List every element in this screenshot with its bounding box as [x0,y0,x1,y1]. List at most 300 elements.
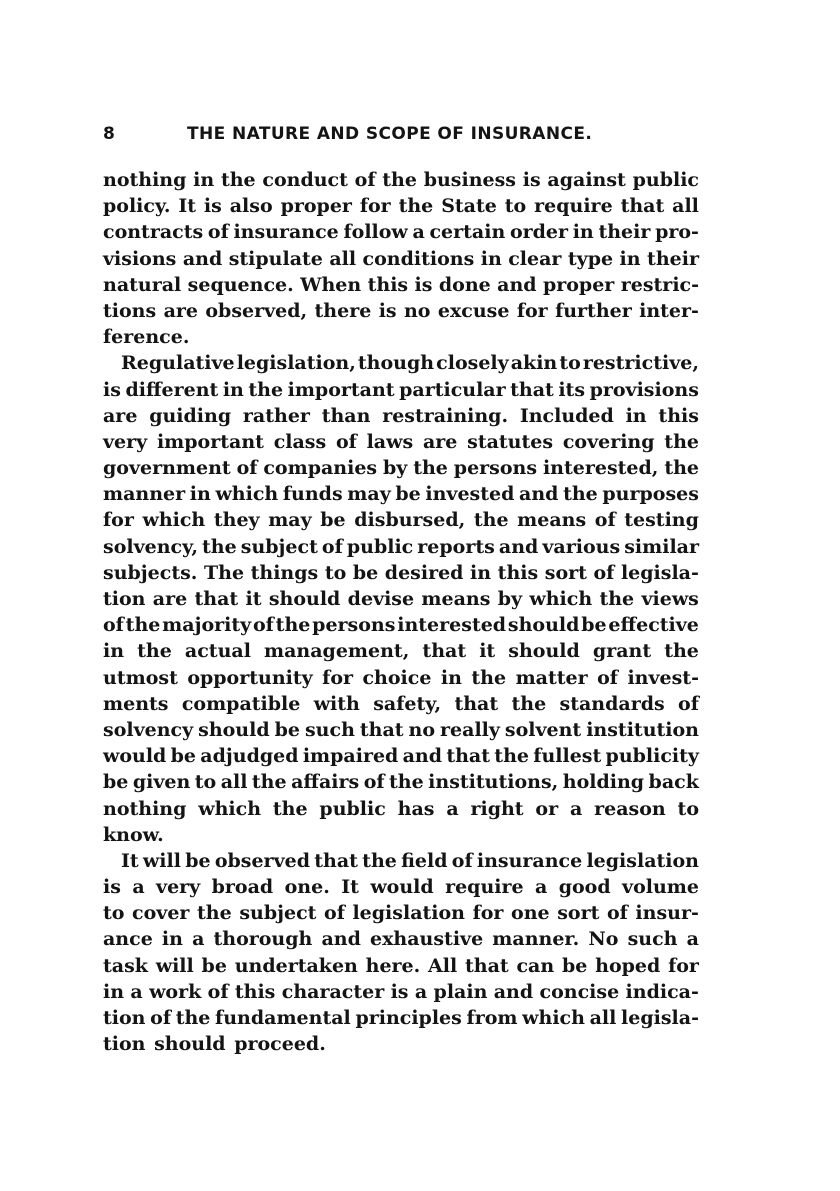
word: devise [347,588,415,610]
word: government [103,457,231,480]
word: are [103,404,138,427]
word: of [207,221,229,244]
word: no [408,718,436,741]
word: manner [103,483,186,506]
word: the [137,640,172,663]
word: of [335,430,357,453]
word: subject [240,535,318,558]
text-line [103,507,699,533]
word: choice [362,666,432,689]
word: means [517,509,587,532]
word: is [390,980,409,1003]
word: the [398,195,434,218]
word: certain [429,221,506,244]
word: and [519,483,559,506]
word: invest- [627,666,699,689]
word: be [185,849,211,872]
word: require [534,195,613,218]
word: be [274,718,300,741]
word: persons [312,614,396,637]
word: which [522,1007,585,1029]
word: that [359,718,404,741]
text-line [103,953,699,979]
word: observed [214,849,310,872]
word: affairs [291,771,360,794]
text-line [103,350,699,376]
word: though [357,352,435,375]
text-line [103,900,699,926]
word: are [163,299,198,322]
word: of [594,509,616,532]
word: compatible [181,692,301,715]
word: opportunity [187,666,313,689]
text-line [103,926,699,952]
word: utmost [103,666,178,689]
word: important [156,430,264,453]
word: It [178,195,197,218]
text-line [103,272,699,298]
word: this [234,980,276,1003]
word: for [472,902,504,925]
word: conditions [362,247,475,270]
word: can [516,954,555,977]
word: the [382,169,417,191]
word: here. [365,954,421,977]
word: manner. [492,928,580,951]
word: excuse [437,299,510,322]
word: such [304,718,355,741]
word: Regulative [121,352,235,375]
word: akin [510,352,558,375]
word: from [466,1007,518,1029]
word: it [245,588,262,610]
word: is [203,195,222,218]
word: class [273,430,327,453]
word: contracts [103,221,204,244]
word: When [300,273,362,296]
word: the [599,588,635,610]
word: or [535,797,559,820]
word: the [125,614,161,637]
word: that [194,588,239,610]
word: by [383,457,408,480]
word: in [189,483,211,506]
word: provisions [589,378,699,401]
word: thorough [213,928,313,951]
word: against [547,169,626,191]
word: legisla- [620,561,699,584]
word: legislation [586,849,699,872]
word: and [402,745,443,768]
word: publicity [605,745,699,768]
word: disbursed, [354,509,466,532]
word: and [321,928,361,951]
word: right [470,797,524,820]
word: order [509,221,569,244]
word: will [155,954,194,977]
word: reason [594,797,666,820]
word: that [454,692,499,715]
word: should [507,614,580,637]
word: rather [242,404,310,427]
word: of [678,692,699,715]
word: fullest [533,745,602,768]
word: things [250,561,319,584]
text-line [103,665,699,691]
word: type [567,247,614,270]
text-line [103,691,699,717]
word: may [347,483,391,506]
word: It [341,876,359,899]
word: inter- [639,299,699,322]
word: in [480,247,502,270]
word: its [558,378,586,401]
word: closely [436,352,509,375]
word: a [535,876,548,899]
text-line [103,298,699,324]
word: laws [366,430,414,453]
word: the [511,692,547,715]
word: particular [399,378,506,401]
text-line [103,586,699,612]
word: in [619,247,641,270]
word: the [251,771,287,794]
word: observed, [205,299,308,322]
word: the [563,483,598,506]
word: restrictive, [582,352,699,375]
text-line [103,429,699,455]
word: very [156,876,201,899]
word: concise [539,980,620,1003]
word: in [440,666,462,689]
word: that [510,378,554,401]
word: which [215,483,279,506]
text-line [103,560,699,586]
text-line [103,377,699,403]
word: public [319,797,386,820]
word: also [229,195,273,218]
word: management, [264,640,410,663]
word: in [470,561,492,584]
word: holding [562,771,645,794]
text-line [103,481,699,507]
word: all [672,195,699,218]
word: views [641,588,699,610]
word: require [445,876,524,899]
word: important [287,378,395,401]
word: character [281,980,385,1003]
word: insurance [476,849,583,872]
word: nothing [103,797,187,820]
word: for [516,299,548,322]
word: various [542,535,621,558]
word: all [589,1007,617,1029]
word: their [598,221,651,244]
word: are [422,430,458,453]
word: persons [453,457,538,480]
word: reports [417,535,495,558]
word: visions [103,247,177,270]
word: the [202,535,237,558]
word: this [658,404,699,427]
text-line [103,455,699,481]
word: with [313,692,360,715]
word: actual [184,640,251,663]
text-line [103,874,699,900]
word: solvency, [103,535,198,558]
word: a [414,980,428,1003]
word: funds [282,483,343,506]
word: good [558,876,611,899]
word: statutes [467,430,554,453]
word: and [182,247,223,270]
word: sort [557,902,600,925]
page-number: 8 [103,124,116,144]
word: a [686,928,699,951]
word: guiding [149,404,232,427]
word: no [403,299,431,322]
word: a [446,797,459,820]
word: and [493,980,534,1003]
word: for [359,195,391,218]
word: plain [433,980,488,1003]
word: public [346,535,414,558]
word: legislation, [236,352,356,375]
word: the [197,902,232,925]
word: the [220,169,256,191]
word: ments [103,692,169,715]
word: solvency [103,718,194,741]
word: volume [622,876,699,899]
word: adjudged [200,745,299,768]
word: for [103,509,134,532]
word: that [465,954,509,977]
word: desired [384,561,464,584]
running-header [103,121,703,147]
word: pro- [655,221,699,244]
word: be [201,954,227,977]
word: public [632,169,699,191]
word: covering [562,430,655,453]
word: impaired [302,745,399,768]
word: all [329,247,357,270]
word: which [142,509,206,532]
word: ance [103,928,153,951]
word: legislation [352,902,465,925]
text-line [103,743,699,769]
word: the [471,666,507,689]
word: of [207,980,229,1003]
word: there [314,299,372,322]
word: of [354,169,376,191]
word: sort [544,561,587,584]
word: is [414,273,433,296]
text-line [103,246,699,272]
word: institutions, [428,771,559,794]
word: is [522,169,541,191]
text-line [103,219,699,245]
word: effective [608,614,699,637]
word: All [428,954,458,977]
word: of [451,849,473,872]
word: be [352,561,379,584]
word: to [194,771,217,794]
word: natural [103,273,182,296]
word: policy. [103,195,171,218]
word: the [664,430,699,453]
word: tion [103,588,146,610]
word: of [593,561,615,584]
text-line [103,769,699,795]
word: the [362,849,397,872]
word: principles [355,1007,462,1029]
word: very [103,430,148,453]
word: interested [397,614,507,637]
word: proper [280,195,352,218]
word: cover [132,902,190,925]
word: insurance [233,221,339,244]
text-line [103,612,699,638]
word: be [395,483,421,506]
word: of [150,1007,172,1029]
word: the [473,509,509,532]
text-line [103,193,699,219]
word: and [498,535,539,558]
word: would [370,876,434,899]
word: the [175,1007,211,1029]
word: companies [263,457,378,480]
word: a [192,928,205,951]
word: of [321,535,343,558]
text-line [103,848,699,874]
word: to [677,797,699,820]
word: in [161,928,183,951]
word: Included [519,404,614,427]
word: this [367,273,409,296]
word: by [497,588,523,610]
word: a [132,876,145,899]
word: be [320,509,346,532]
word: really [440,718,500,741]
word: is [378,299,397,322]
word: different [125,378,219,401]
word: done [438,273,491,296]
word: the [272,797,308,820]
word: further [555,299,632,322]
word: their [647,247,699,270]
word: matter [515,666,588,689]
word: State [441,195,497,218]
word: which [198,797,262,820]
text-line [103,403,699,429]
word: they [213,509,260,532]
word: field [401,849,448,872]
word: it [479,640,496,663]
word: that [314,849,358,872]
word: be [170,745,197,768]
word: hoped [595,954,661,977]
word: restraining. [382,404,509,427]
word: safety, [373,692,442,715]
word: purposes [602,483,699,506]
word: of [236,457,258,480]
word: the [494,745,529,768]
word: are [152,588,188,610]
word: subjects. [103,561,198,584]
text-line [103,979,699,1005]
word: The [204,561,245,584]
word: of [363,771,385,794]
word: which [529,588,593,610]
body-text [103,167,699,1057]
word: in [625,404,647,427]
word: given [132,771,191,794]
word: is [103,876,121,899]
word: sequence. [187,273,294,296]
word: No [588,928,619,951]
word: the [413,457,448,480]
word: one. [284,876,330,899]
word: be [561,954,588,977]
word: grant [592,640,652,663]
running-title: THE NATURE AND SCOPE OF INSURANCE. [187,124,593,144]
word: majority [162,614,252,637]
word: should [198,718,270,741]
word: should [508,640,580,663]
word: conduct [262,169,348,191]
word: the [275,614,311,637]
word: follow [343,221,408,244]
word: back [648,771,699,794]
word: of [103,614,124,637]
word: interested, [542,457,659,480]
word: to [559,352,581,375]
word: means [421,588,491,610]
word: to [324,561,347,584]
word: restric- [620,273,699,296]
word: be [103,771,129,794]
word: institution [586,718,699,741]
word: It [121,849,139,872]
word: the [664,457,699,480]
word: testing [624,509,699,532]
word: work [149,980,202,1003]
word: broad [211,876,274,899]
word: that [446,745,491,768]
word: such [627,928,678,951]
word: of [253,614,274,637]
word: the [248,378,284,401]
word: all [220,771,248,794]
text-line: tion should proceed. [103,1033,326,1056]
word: may [268,509,312,532]
word: a [412,221,425,244]
word: standards [559,692,665,715]
word: will [142,849,181,872]
word: in [193,169,215,191]
word: of [606,902,628,925]
text-line [103,796,699,822]
word: than [321,404,371,427]
word: tions [103,299,157,322]
word: a [569,797,583,820]
word: be [581,614,607,637]
word: should [268,588,341,610]
word: for [322,666,354,689]
word: fundamental [215,1007,351,1029]
word: to [103,902,125,925]
text-line [103,167,699,193]
